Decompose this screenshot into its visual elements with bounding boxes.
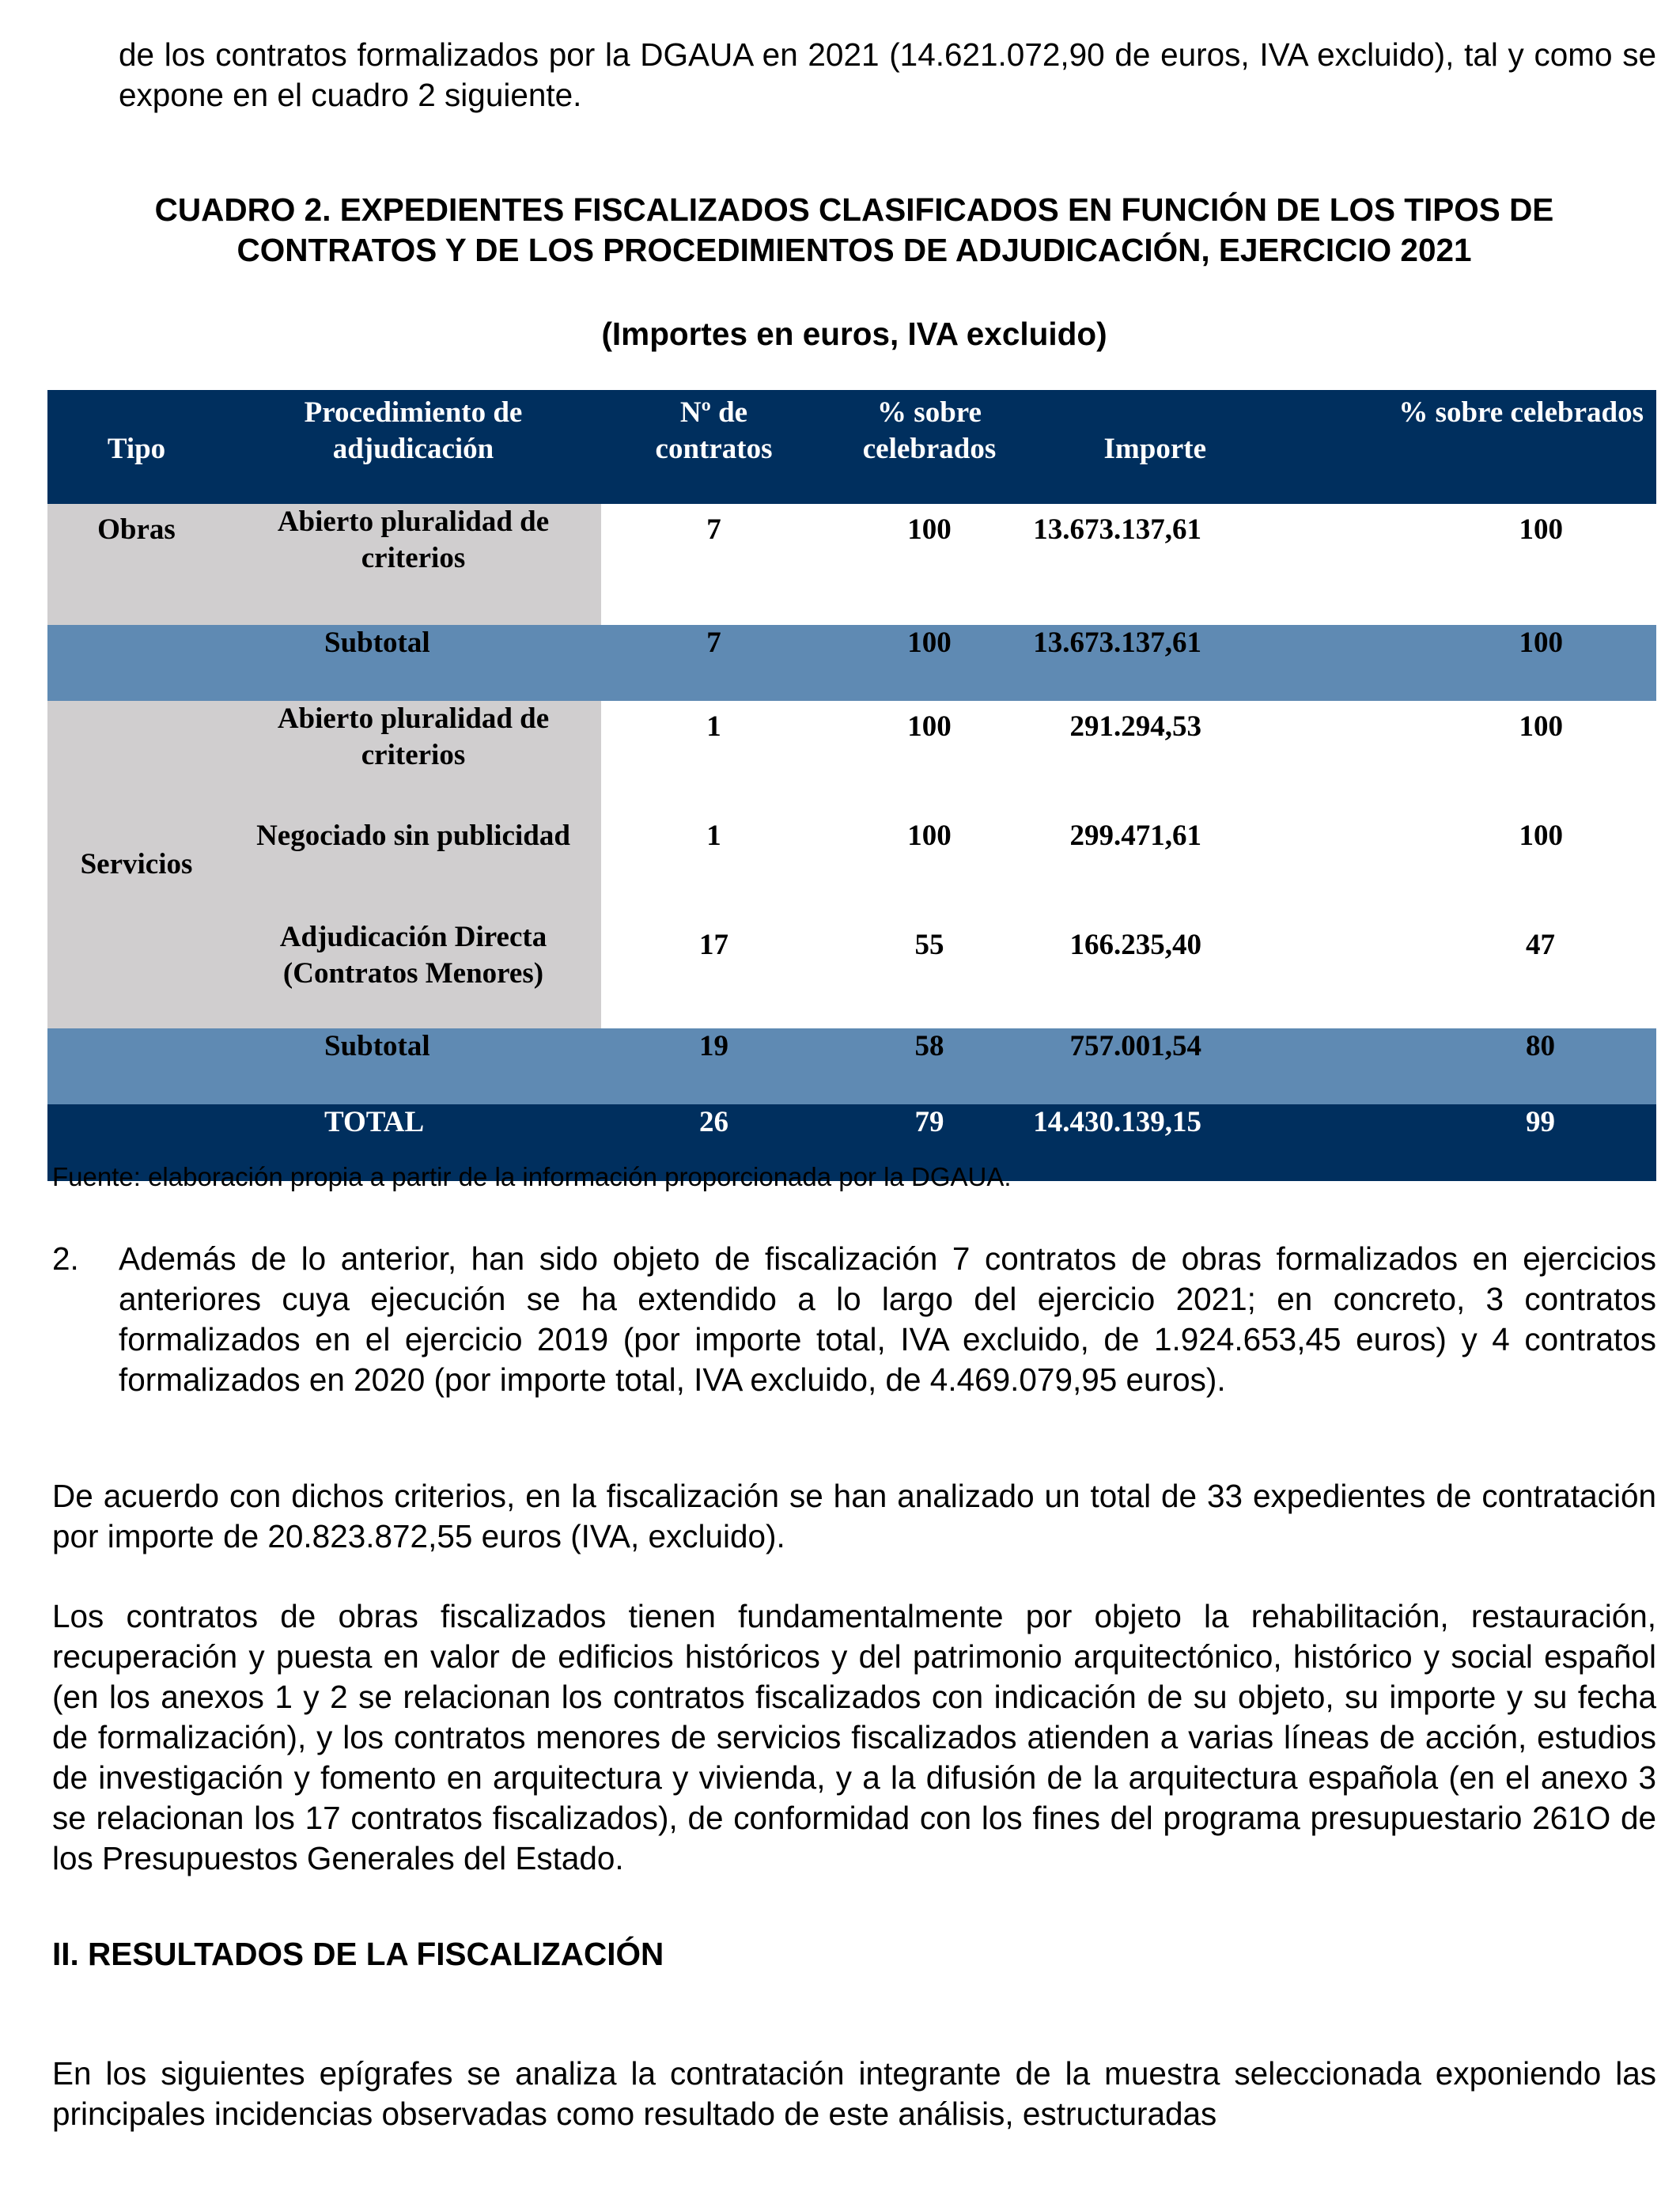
source-note: Fuente: elaboración propia a partir de la información proporcionada por la DGAUA. [52, 1162, 1012, 1191]
procedimiento-cell: Adjudicación Directa (Contratos Menores) [225, 919, 601, 1028]
pct-importe-cell: 100 [1301, 504, 1656, 625]
list-number: 2. [52, 1240, 79, 1277]
subtotal-importe: 13.673.137,61 [1032, 625, 1301, 701]
importe-cell: 291.294,53 [1032, 701, 1301, 810]
num-cell: 7 [601, 504, 827, 625]
pct-num-cell: 100 [827, 810, 1032, 919]
num-cell: 17 [601, 919, 827, 1028]
importe-cell: 299.471,61 [1032, 810, 1301, 919]
total-importe: 14.430.139,15 [1032, 1104, 1301, 1181]
subtotal-row-servicios [47, 1028, 1656, 1104]
pct-num-cell: 100 [827, 504, 1032, 625]
header-pct-importe: % sobre celebrados [1301, 390, 1656, 504]
importe-cell: 13.673.137,61 [1032, 504, 1301, 625]
importe-cell: 166.235,40 [1032, 919, 1301, 1028]
paragraph-objeto: Los contratos de obras fiscalizados tienen fundamentalmente por objeto la rehabilitación, restauración, recuperación y puesta en valor de edificios históricos y del patrimonio arquitectónico, histórico y social español (en los anexos 1 y 2 se relacionan los contratos fiscalizados con indicación de su objeto, su importe y su fecha de formalización), y los contratos menores de servicios fiscalizados atienden a varias líneas de acción, estudios de investigación y fomento en arquitectura y vivienda, y a la difusión de la arquitectura española (en el anexo 3 se relacionan los 17 contratos fiscalizados), de conformidad con los fines del programa presupuestario 261O de los Presupuestos Generales del Estado. [52, 1598, 1656, 1876]
intro-paragraph: de los contratos formalizados por la DGAUA en 2021 (14.621.072,90 de euros, IVA excluido), tal y como se expone en el cuadro 2 siguiente. [119, 36, 1656, 113]
subtotal-pct-num: 58 [827, 1028, 1032, 1104]
subtotal-label: Subtotal [225, 1028, 601, 1104]
total-label: TOTAL [225, 1104, 601, 1181]
table-header-row [47, 390, 1656, 504]
tipo-obras: Obras [47, 504, 225, 625]
total-pct-num: 79 [827, 1104, 1032, 1181]
header-pct-num: % sobre celebrados [827, 390, 1032, 504]
paragraph-resultados: En los siguientes epígrafes se analiza la contratación integrante de la muestra seleccionada exponiendo las principales incidencias observadas como resultado de este análisis, estructuradas [52, 2055, 1656, 2132]
num-cell: 1 [601, 701, 827, 810]
pct-importe-cell: 100 [1301, 810, 1656, 919]
total-num: 26 [601, 1104, 827, 1181]
pct-importe-cell: 100 [1301, 701, 1656, 810]
num-cell: 1 [601, 810, 827, 919]
table-row [47, 504, 1656, 625]
header-num-contratos: Nº de contratos [601, 390, 827, 504]
pct-num-cell: 100 [827, 701, 1032, 810]
table-row [47, 919, 1656, 1028]
procedimiento-cell: Abierto pluralidad de criterios [225, 504, 601, 625]
paragraph-criterios: De acuerdo con dichos criterios, en la fiscalización se han analizado un total de 33 expedientes de contratación por importe de 20.823.872,55 euros (IVA, excluido). [52, 1478, 1656, 1554]
table-title: CUADRO 2. EXPEDIENTES FISCALIZADOS CLASIFICADOS EN FUNCIÓN DE LOS TIPOS DE CONTRATOS Y DE LOS PROCEDIMIENTOS DE ADJUDICACIÓN, EJERCICIO 2021 [154, 191, 1554, 268]
subtotal-row-obras [47, 625, 1656, 701]
subtotal-importe: 757.001,54 [1032, 1028, 1301, 1104]
procedimiento-cell: Abierto pluralidad de criterios [225, 701, 601, 810]
table-row [47, 701, 1656, 810]
subtotal-pct-importe: 100 [1301, 625, 1656, 701]
cuadro-2-table [47, 390, 1656, 1181]
header-importe: Importe [1032, 390, 1301, 504]
list-text: Además de lo anterior, han sido objeto de fiscalización 7 contratos de obras formalizados en ejercicios anteriores cuya ejecución se ha extendido a lo largo del ejercicio 2021; en concreto, 3 contratos formalizados en el ejercicio 2019 (por importe total, IVA excluido, de 1.924.653,45 euros) y 4 contratos formalizados en 2020 (por importe total, IVA excluido, de 4.469.079,95 euros). [119, 1240, 1656, 1398]
pct-num-cell: 55 [827, 919, 1032, 1028]
header-procedimiento: Procedimiento de adjudicación [225, 390, 601, 504]
subtotal-pct-num: 100 [827, 625, 1032, 701]
total-pct-importe: 99 [1301, 1104, 1656, 1181]
subtotal-label: Subtotal [225, 625, 601, 701]
table-subtitle: (Importes en euros, IVA excluido) [601, 316, 1107, 352]
pct-importe-cell: 47 [1301, 919, 1656, 1028]
subtotal-num: 19 [601, 1028, 827, 1104]
procedimiento-cell: Negociado sin publicidad [225, 810, 601, 919]
section-heading: II. RESULTADOS DE LA FISCALIZACIÓN [52, 1936, 664, 1972]
subtotal-pct-importe: 80 [1301, 1028, 1656, 1104]
table-row [47, 810, 1656, 919]
subtotal-num: 7 [601, 625, 827, 701]
header-tipo: Tipo [47, 390, 225, 504]
tipo-servicios: Servicios [47, 701, 225, 1028]
